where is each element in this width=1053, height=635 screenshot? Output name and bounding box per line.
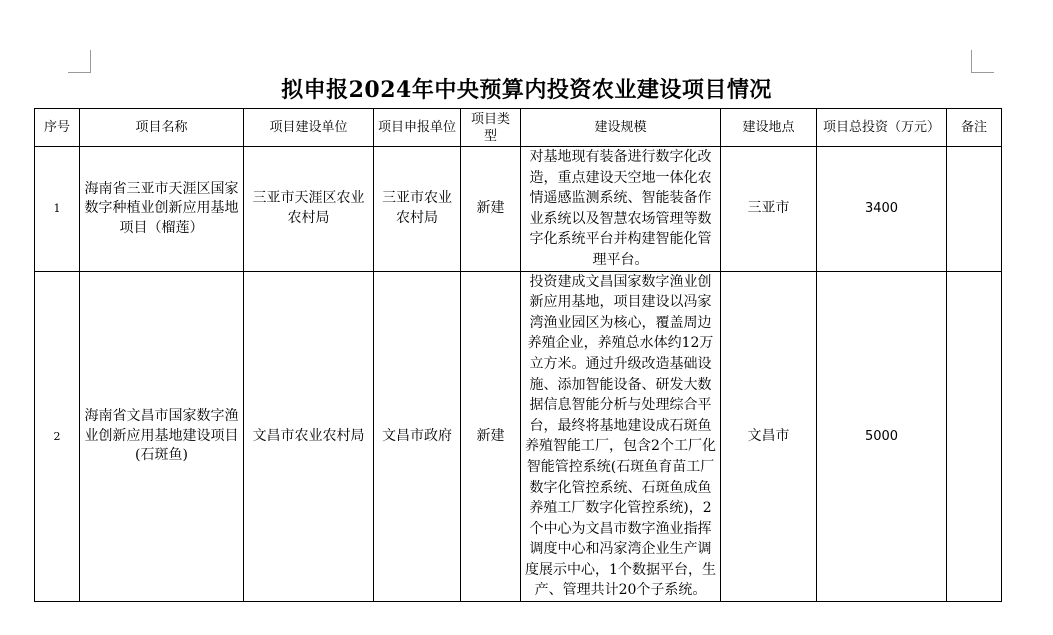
cell-scale: 投资建成文昌国家数字渔业创新应用基地，项目建设以冯家湾渔业园区为核心，覆盖周边养殖企业，养殖总水体约12万立方米。通过升级改造基础设施、添加智能设备、研发大数据信息智能分析与处理综合平台，最终将基地建设成石斑鱼养殖智能工厂，包含2个工厂化智能管控系统(石斑鱼育苗工厂数字化管控系统、石斑鱼成鱼养殖工厂数字化管控系统)，2个中心为文昌市数字渔业指挥调度中心和冯家湾企业生产调度展示中心，1个数据平台，生产、管理共计20个子系统。 [521,271,721,602]
cell-builder: 文昌市农业农村局 [244,271,374,602]
header-remark: 备注 [947,109,1002,147]
cell-scale: 对基地现有装备进行数字化改造，重点建设天空地一体化农情遥感监测系统、智能装备作业系统以及智慧农场管理等数字化系统平台并构建智能化管理平台。 [521,147,721,272]
header-applicant: 项目申报单位 [374,109,461,147]
header-scale: 建设规模 [521,109,721,147]
cell-applicant: 三亚市农业农村局 [374,147,461,272]
cell-remark [947,271,1002,602]
cell-project-type: 新建 [461,147,521,272]
cell-project-name: 海南省文昌市国家数字渔业创新应用基地建设项目(石斑鱼) [80,271,244,602]
header-location: 建设地点 [721,109,817,147]
cell-project-name: 海南省三亚市天涯区国家数字种植业创新应用基地项目（榴莲） [80,147,244,272]
cell-location: 文昌市 [721,271,817,602]
page-corner-mark-top-right [971,50,994,73]
header-project-name: 项目名称 [80,109,244,147]
cell-project-type: 新建 [461,271,521,602]
header-investment: 项目总投资（万元） [817,109,947,147]
cell-investment: 3400 [817,147,947,272]
document-title: 拟申报2024年中央预算内投资农业建设项目情况 [281,77,772,103]
table-row [35,271,1002,602]
header-seq: 序号 [35,109,80,147]
cell-seq: 1 [35,147,80,272]
cell-applicant: 文昌市政府 [374,271,461,602]
table-header-row [35,109,1002,147]
cell-seq: 2 [35,271,80,602]
cell-investment: 5000 [817,271,947,602]
header-builder: 项目建设单位 [244,109,374,147]
header-project-type: 项目类型 [461,109,521,147]
page-corner-mark-top-left [68,50,91,73]
project-table [34,108,1002,602]
cell-builder: 三亚市天涯区农业农村局 [244,147,374,272]
cell-remark [947,147,1002,272]
table-row [35,147,1002,272]
cell-location: 三亚市 [721,147,817,272]
